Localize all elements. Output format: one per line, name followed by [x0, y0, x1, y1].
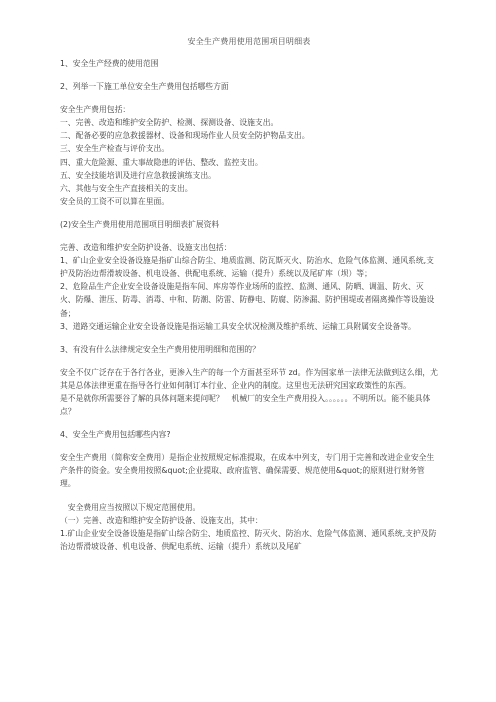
text-line: 2、列举一下施工单位安全生产费用包括哪些方面	[60, 82, 229, 92]
paragraph-gap	[60, 491, 438, 501]
text-line: 六、其他与安全生产直接相关的支出。	[60, 183, 193, 193]
text-line: 完善、改造和维护安全防护设备、设施支出包括：	[60, 243, 232, 253]
paragraph-gap	[60, 356, 438, 366]
text-line: 安全生产费用（简称安全费用）是指企业按照规定标准提取，在成本中列支，专门用于完善和改进企业安全生产条件的资金。安全费用按照&quot;企业提取、政府监管、确保需要、规范使用&quot;的原则进行财务管理。	[60, 453, 435, 489]
paragraph-gap	[60, 93, 438, 103]
document-title: 安全生产费用使用范围项目明细表	[187, 37, 311, 46]
text-line: 安全员的工资不可以算在里面。	[60, 196, 170, 206]
document-body	[60, 57, 438, 553]
text-line: 安全费用应当按照以下规定范围使用。	[60, 502, 201, 512]
text-line: 五、安全技能培训及进行应急救援演练支出。	[60, 170, 216, 180]
paragraph-gap	[60, 231, 438, 241]
paragraph-gap	[60, 441, 438, 451]
text-line: （一）完善、改造和维护安全防护设备、设施支出，其中：	[60, 515, 263, 525]
text-line: 四、重大危险源、重大事故隐患的评估、整改、监控支出。	[60, 157, 263, 167]
text-line: 1、安全生产经费的使用范围	[60, 59, 159, 68]
text-line: 1、矿山企业安全设备设施是指矿山综合防尘、地质监测、防瓦斯灭火、防治水、危险气体监测、通风系统,支护及防治边帮滑坡设备、机电设备、供配电系统、运输（提升）系统以及尾矿库（坝）等；	[60, 256, 434, 279]
text-line: 二、配备必要的应急救援器材、设备和现场作业人员安全防护物品支出。	[60, 131, 310, 141]
text-line: 安全生产费用包括：	[60, 105, 131, 115]
text-line: 3、道路交通运输企业安全设备设施是指运输工具安全状况检测及维护系统、运输工具附属安全设备等。	[60, 321, 416, 331]
text-line: 2、危险品生产企业安全设备设施是指车间、库房等作业场所的监控、监测、通风、防晒、调温、防火、灭火、防爆、泄压、防毒、消毒、中和、防潮、防雷、防静电、防腐、防渗漏、防护围堤或者隔离操作等设施设备；	[60, 282, 435, 318]
text-line: 4、安全生产费用包括哪些内容?	[60, 430, 171, 440]
text-line: 一、完善、改造和维护安全防护、检测、探测设备、设施支出。	[60, 118, 279, 128]
text-line: 是不是就你所需要谷了解的具体问题来提问呢？ 机械厂的安全生产费用投入。。。。。。不明所以。能不能具体点？	[60, 393, 431, 417]
text-line: 安全不仅广泛存在于各行各业，更渗入生产的每一个方面甚至环节 zd。作为国家单一法律无法做到这么细，尤其是总体法律更重在指导各行业如何制订本行业、企业内的制度。这里也无法研究国家政策性的东西。	[60, 367, 438, 390]
paragraph-gap	[60, 70, 438, 80]
text-line: 三、安全生产检查与评价支出。	[60, 144, 170, 154]
paragraph-gap	[60, 418, 438, 428]
paragraph-gap	[60, 333, 438, 343]
text-line: 3、有没有什么法律规定安全生产费用使用明细和范围的？	[60, 344, 260, 354]
paragraph-gap	[60, 208, 438, 218]
text-line: (2)安全生产费用使用范围项目明细表扩展资料	[60, 219, 220, 229]
text-line: 1.矿山企业安全设备设施是指矿山综合防尘、地质监控、防灭火、防治水、危险气体监测、通风系统,支护及防治边帮滑坡设备、机电设备、供配电系统、运输（提升）系统以及尾矿	[60, 528, 437, 551]
